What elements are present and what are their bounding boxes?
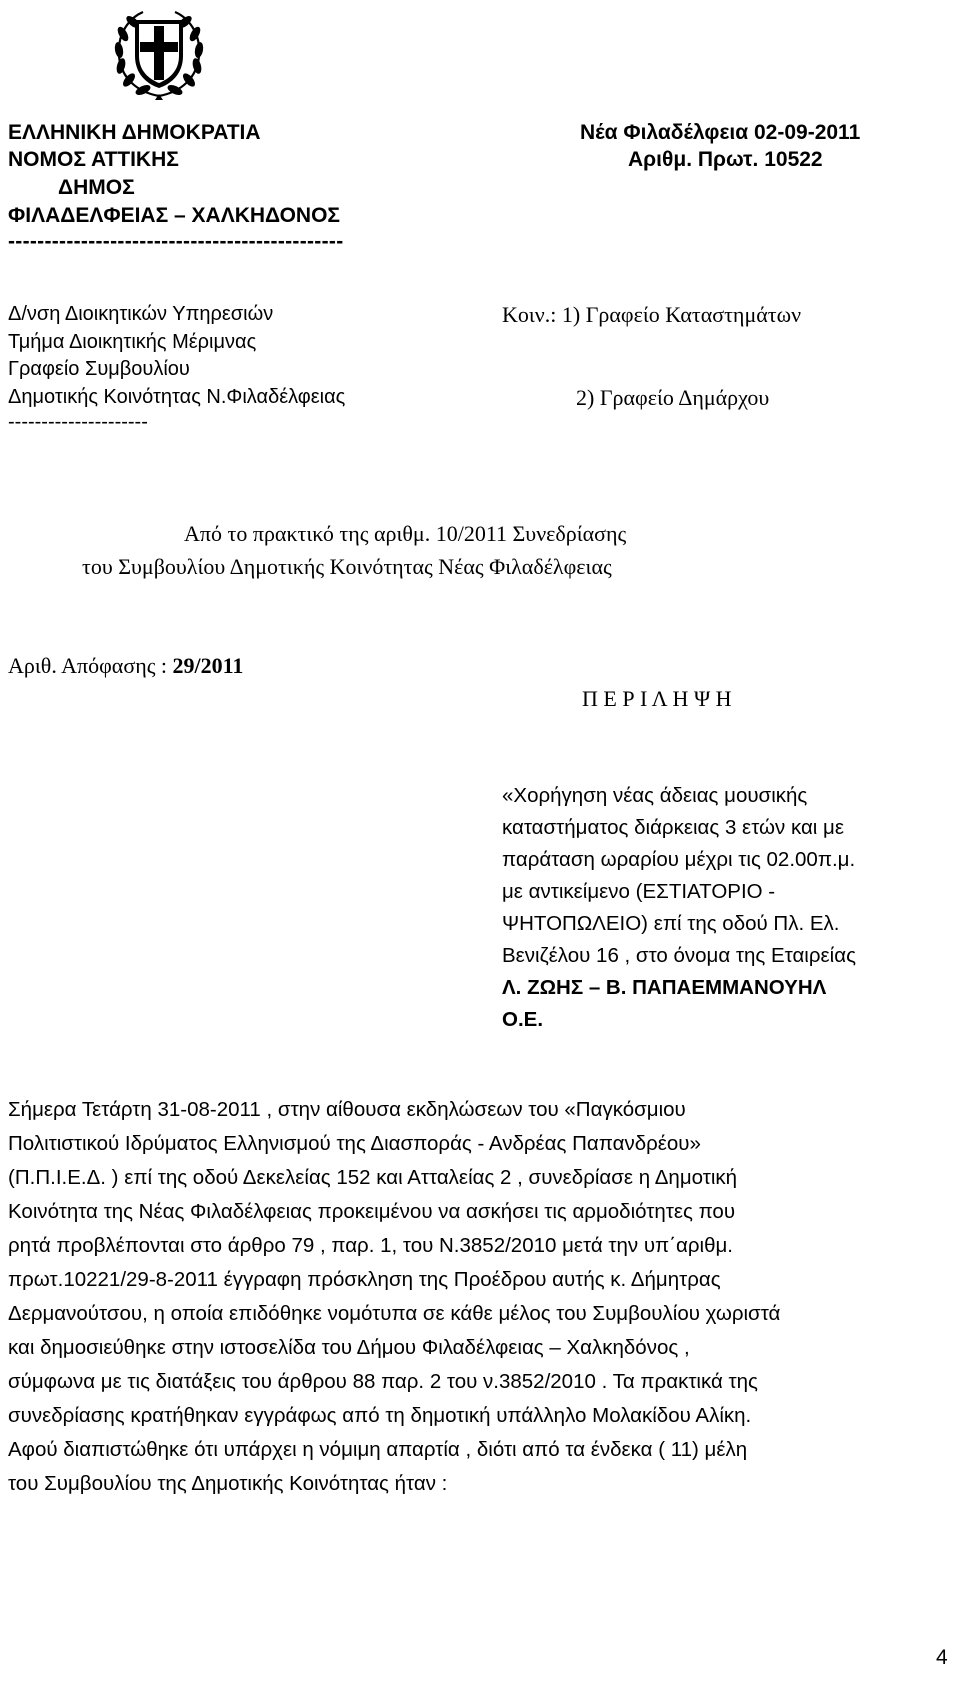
- issuer-municipality-label: ΔΗΜΟΣ: [58, 176, 135, 199]
- header-separator: ----------------------------------------------: [8, 230, 344, 253]
- body-line: πρωτ.10221/29-8-2011 έγγραφη πρόσκληση της Προέδρου αυτής κ. Δήμητρας: [8, 1268, 721, 1291]
- subject-company-type: Ο.Ε.: [502, 1008, 544, 1031]
- minutes-council: του Συμβουλίου Δημοτικής Κοινότητας Νέας Φιλαδέλφειας: [82, 554, 612, 579]
- summary-title: Π Ε Ρ Ι Λ Η Ψ Η: [582, 686, 732, 711]
- protocol-number: Αριθμ. Πρωτ. 10522: [628, 148, 823, 171]
- subject-line: παράταση ωραρίου μέχρι τις 02.00π.μ.: [502, 848, 856, 871]
- cc-recipient-1: Κοιν.: 1) Γραφείο Καταστημάτων: [502, 302, 802, 327]
- issuer-municipality-name: ΦΙΛΑΔΕΛΦΕΙΑΣ – ΧΑΛΚΗΔΟΝΟΣ: [8, 204, 341, 227]
- decision-value: 29/2011: [172, 653, 244, 678]
- greek-coat-of-arms-emblem: [107, 4, 211, 104]
- page-number: 4: [936, 1646, 948, 1669]
- body-line: του Συμβουλίου της Δημοτικής Κοινότητας ήταν :: [8, 1472, 448, 1495]
- department-separator: ---------------------: [8, 411, 148, 433]
- subject-line: Βενιζέλου 16 , στο όνομα της Εταιρείας: [502, 944, 856, 967]
- department-line: Δημοτικής Κοινότητας Ν.Φιλαδέλφειας: [8, 386, 346, 408]
- subject-line: «Χορήγηση νέας άδειας μουσικής: [502, 784, 808, 807]
- decision-label: Αριθ. Απόφασης :: [8, 653, 173, 678]
- body-line: Αφού διαπιστώθηκε ότι υπάρχει η νόμιμη απαρτία , διότι από τα ένδεκα ( 11) μέλη: [8, 1438, 748, 1461]
- cc-recipient-2: 2) Γραφείο Δημάρχου: [576, 385, 770, 410]
- body-line: συνεδρίασης κρατήθηκαν εγγράφως από τη δημοτική υπάλληλο Μολακίδου Αλίκη.: [8, 1404, 752, 1427]
- body-line: Σήμερα Τετάρτη 31-08-2011 , στην αίθουσα εκδηλώσεων του «Παγκόσμιου: [8, 1098, 686, 1121]
- body-line: και δημοσιεύθηκε στην ιστοσελίδα του Δήμου Φιλαδέλφειας – Χαλκηδόνος ,: [8, 1336, 690, 1359]
- subject-line: με αντικείμενο (ΕΣΤΙΑΤΟΡΙΟ -: [502, 880, 776, 903]
- subject-line: καταστήματος διάρκειας 3 ετών και με: [502, 816, 845, 839]
- body-line: Πολιτιστικού Ιδρύματος Ελληνισμού της Διασποράς - Ανδρέας Παπανδρέου»: [8, 1132, 701, 1155]
- department-line: Γραφείο Συμβουλίου: [8, 358, 190, 380]
- subject-company-name: Λ. ΖΩΗΣ – Β. ΠΑΠΑΕΜΜΑΝΟΥΗΛ: [502, 976, 827, 999]
- document-date: Νέα Φιλαδέλφεια 02-09-2011: [580, 121, 861, 144]
- decision-number: [8, 653, 243, 679]
- issuer-prefecture: ΝΟΜΟΣ ΑΤΤΙΚΗΣ: [8, 148, 179, 171]
- body-line: Κοινότητα της Νέας Φιλαδέλφειας προκειμένου να ασκήσει τις αρμοδιότητες που: [8, 1200, 736, 1223]
- subject-line: ΨΗΤΟΠΩΛΕΙΟ) επί της οδού Πλ. Ελ.: [502, 912, 840, 935]
- department-line: Τμήμα Διοικητικής Μέριμνας: [8, 331, 257, 353]
- department-line: Δ/νση Διοικητικών Υπηρεσιών: [8, 303, 274, 325]
- body-line: Δερμανούτσου, η οποία επιδόθηκε νομότυπα σε κάθε μέλος του Συμβουλίου χωριστά: [8, 1302, 781, 1325]
- body-line: ρητά προβλέπονται στο άρθρο 79 , παρ. 1, του Ν.3852/2010 μετά την υπ΄αριθμ.: [8, 1234, 734, 1257]
- body-line: σύμφωνα με τις διατάξεις του άρθρου 88 παρ. 2 του ν.3852/2010 . Τα πρακτικά της: [8, 1370, 758, 1393]
- issuer-country: ΕΛΛΗΝΙΚΗ ΔΗΜΟΚΡΑΤΙΑ: [8, 121, 261, 144]
- body-line: (Π.Π.Ι.Ε.Δ. ) επί της οδού Δεκελείας 152 και Ατταλείας 2 , συνεδρίασε η Δημοτική: [8, 1166, 738, 1189]
- minutes-reference: Από το πρακτικό της αριθμ. 10/2011 Συνεδρίασης: [184, 521, 627, 546]
